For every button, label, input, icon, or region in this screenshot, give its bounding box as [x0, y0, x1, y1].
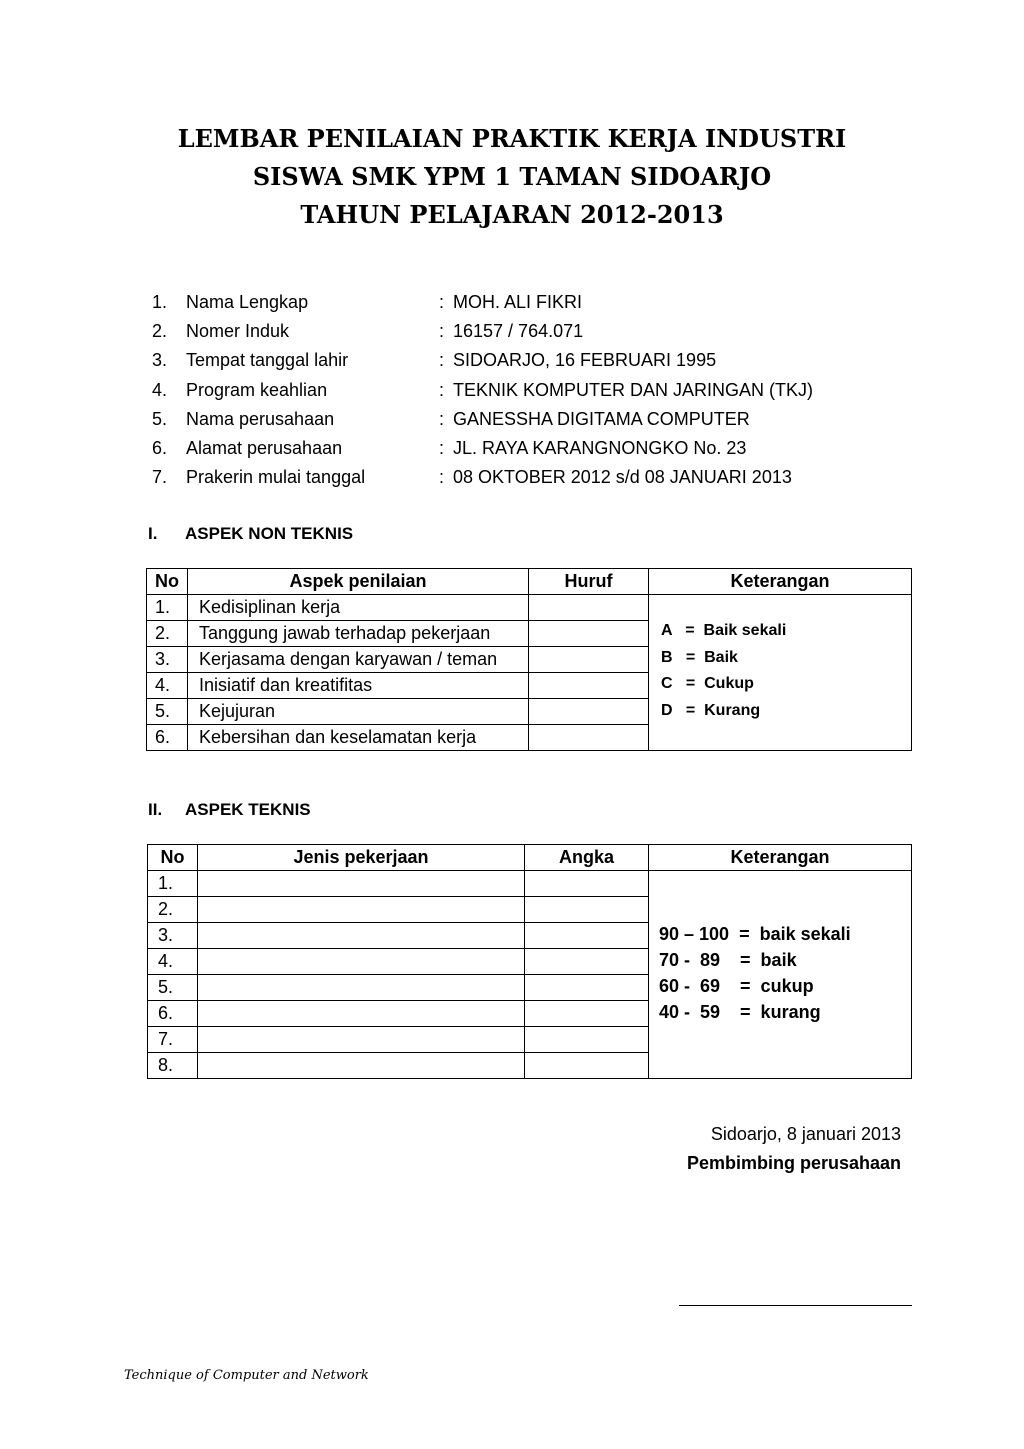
- info-label: Alamat perusahaan: [186, 437, 343, 458]
- info-number: 2.: [152, 321, 168, 342]
- info-colon: :: [439, 379, 445, 400]
- legend-item: D = Kurang: [661, 701, 761, 719]
- signature-date: Sidoarjo, 8 januari 2013: [710, 1124, 901, 1144]
- aspect-cell: Kerjasama dengan karyawan / teman: [188, 647, 529, 673]
- info-number: 4.: [152, 379, 168, 400]
- grade-letter-cell[interactable]: [529, 621, 649, 647]
- row-number: 4.: [148, 949, 198, 975]
- grade-letter-cell[interactable]: [529, 725, 649, 751]
- grade-letter-cell[interactable]: [529, 647, 649, 673]
- score-cell[interactable]: [525, 923, 649, 949]
- job-type-cell[interactable]: [198, 975, 525, 1001]
- info-colon: :: [439, 321, 445, 342]
- info-value: JL. RAYA KARANGNONGKO No. 23: [453, 437, 747, 458]
- job-type-cell[interactable]: [198, 949, 525, 975]
- section-roman-numeral: I.: [148, 524, 158, 543]
- score-cell[interactable]: [525, 897, 649, 923]
- table-row: [148, 871, 912, 897]
- non-technical-assessment-table: [146, 568, 912, 751]
- info-label: Nama perusahaan: [186, 408, 335, 429]
- section-title: ASPEK TEKNIS: [185, 800, 311, 819]
- info-label: Program keahlian: [186, 379, 328, 400]
- info-value: 08 OKTOBER 2012 s/d 08 JANUARI 2013: [453, 467, 792, 488]
- info-label: Nama Lengkap: [186, 292, 309, 312]
- legend-item: A = Baik sekali: [661, 622, 787, 639]
- section-heading-non-teknis: [148, 524, 353, 544]
- row-number: 4.: [147, 673, 188, 699]
- signer-title: Pembimbing perusahaan: [686, 1153, 901, 1173]
- grade-letter-cell[interactable]: [529, 699, 649, 725]
- row-number: 2.: [148, 897, 198, 923]
- legend-item: 70 - 89 = baik: [659, 950, 797, 970]
- score-cell[interactable]: [525, 1001, 649, 1027]
- info-value: GANESSHA DIGITAMA COMPUTER: [453, 408, 750, 429]
- header-aspek: Aspek penilaian: [188, 569, 529, 595]
- info-value: 16157 / 764.071: [453, 321, 584, 342]
- page-footer: Technique of Computer and Network: [124, 1368, 369, 1383]
- score-cell[interactable]: [525, 1053, 649, 1079]
- title-line-1: LEMBAR PENILAIAN PRAKTIK KERJA INDUSTRI: [177, 124, 847, 153]
- document-title: [0, 120, 1024, 234]
- info-number: 6.: [152, 437, 168, 458]
- info-label: Prakerin mulai tanggal: [186, 467, 366, 488]
- info-value: SIDOARJO, 16 FEBRUARI 1995: [453, 350, 717, 371]
- aspect-cell: Tanggung jawab terhadap pekerjaan: [188, 621, 529, 647]
- aspect-cell: Kebersihan dan keselamatan kerja: [188, 725, 529, 751]
- row-number: 5.: [148, 975, 198, 1001]
- row-number: 6.: [148, 1001, 198, 1027]
- signature-line: [679, 1305, 912, 1306]
- job-type-cell[interactable]: [198, 923, 525, 949]
- header-jenis-pekerjaan: Jenis pekerjaan: [198, 845, 525, 871]
- score-cell[interactable]: [525, 949, 649, 975]
- info-value: MOH. ALI FIKRI: [453, 292, 583, 312]
- info-number: 1.: [152, 292, 168, 312]
- section-heading-teknis: [148, 800, 311, 820]
- info-colon: :: [439, 350, 445, 371]
- info-colon: :: [439, 408, 445, 429]
- job-type-cell[interactable]: [198, 1053, 525, 1079]
- header-keterangan: Keterangan: [649, 845, 912, 871]
- row-number: 3.: [148, 923, 198, 949]
- grade-legend-cell: [649, 595, 912, 751]
- table-header-row: [147, 569, 912, 595]
- row-number: 8.: [148, 1053, 198, 1079]
- row-number: 1.: [147, 595, 188, 621]
- row-number: 3.: [147, 647, 188, 673]
- score-cell[interactable]: [525, 871, 649, 897]
- job-type-cell[interactable]: [198, 897, 525, 923]
- header-keterangan: Keterangan: [649, 569, 912, 595]
- table-row: [147, 595, 912, 621]
- title-line-3: TAHUN PELAJARAN 2012-2013: [300, 200, 724, 229]
- info-colon: :: [439, 467, 445, 488]
- info-label: Nomer Induk: [186, 321, 290, 342]
- info-colon: :: [439, 437, 445, 458]
- technical-assessment-table: [147, 844, 912, 1079]
- score-legend-cell: [649, 871, 912, 1079]
- info-colon: :: [439, 292, 445, 312]
- grade-letter-cell[interactable]: [529, 673, 649, 699]
- aspect-cell: Inisiatif dan kreatifitas: [188, 673, 529, 699]
- header-angka: Angka: [525, 845, 649, 871]
- job-type-cell[interactable]: [198, 871, 525, 897]
- header-no: No: [148, 845, 198, 871]
- section-title: ASPEK NON TEKNIS: [185, 524, 354, 543]
- legend-item: C = Cukup: [661, 675, 754, 692]
- job-type-cell[interactable]: [198, 1001, 525, 1027]
- info-value: TEKNIK KOMPUTER DAN JARINGAN (TKJ): [453, 379, 814, 400]
- legend-item: 90 – 100 = baik sekali: [659, 924, 851, 944]
- grade-letter-cell[interactable]: [529, 595, 649, 621]
- header-huruf: Huruf: [529, 569, 649, 595]
- info-label: Tempat tanggal lahir: [186, 350, 349, 371]
- aspect-cell: Kedisiplinan kerja: [188, 595, 529, 621]
- score-cell[interactable]: [525, 975, 649, 1001]
- header-no: No: [147, 569, 188, 595]
- table-header-row: [148, 845, 912, 871]
- row-number: 1.: [148, 871, 198, 897]
- title-line-2: SISWA SMK YPM 1 TAMAN SIDOARJO: [252, 162, 772, 191]
- legend-item: 60 - 69 = cukup: [659, 976, 814, 996]
- row-number: 5.: [147, 699, 188, 725]
- score-cell[interactable]: [525, 1027, 649, 1053]
- row-number: 2.: [147, 621, 188, 647]
- legend-item: B = Baik: [661, 648, 738, 666]
- aspect-cell: Kejujuran: [188, 699, 529, 725]
- info-number: 3.: [152, 350, 168, 371]
- info-number: 5.: [152, 408, 168, 429]
- section-roman-numeral: II.: [148, 800, 163, 819]
- row-number: 6.: [147, 725, 188, 751]
- legend-item: 40 - 59 = kurang: [659, 1002, 821, 1022]
- row-number: 7.: [148, 1027, 198, 1053]
- info-number: 7.: [152, 467, 168, 488]
- job-type-cell[interactable]: [198, 1027, 525, 1053]
